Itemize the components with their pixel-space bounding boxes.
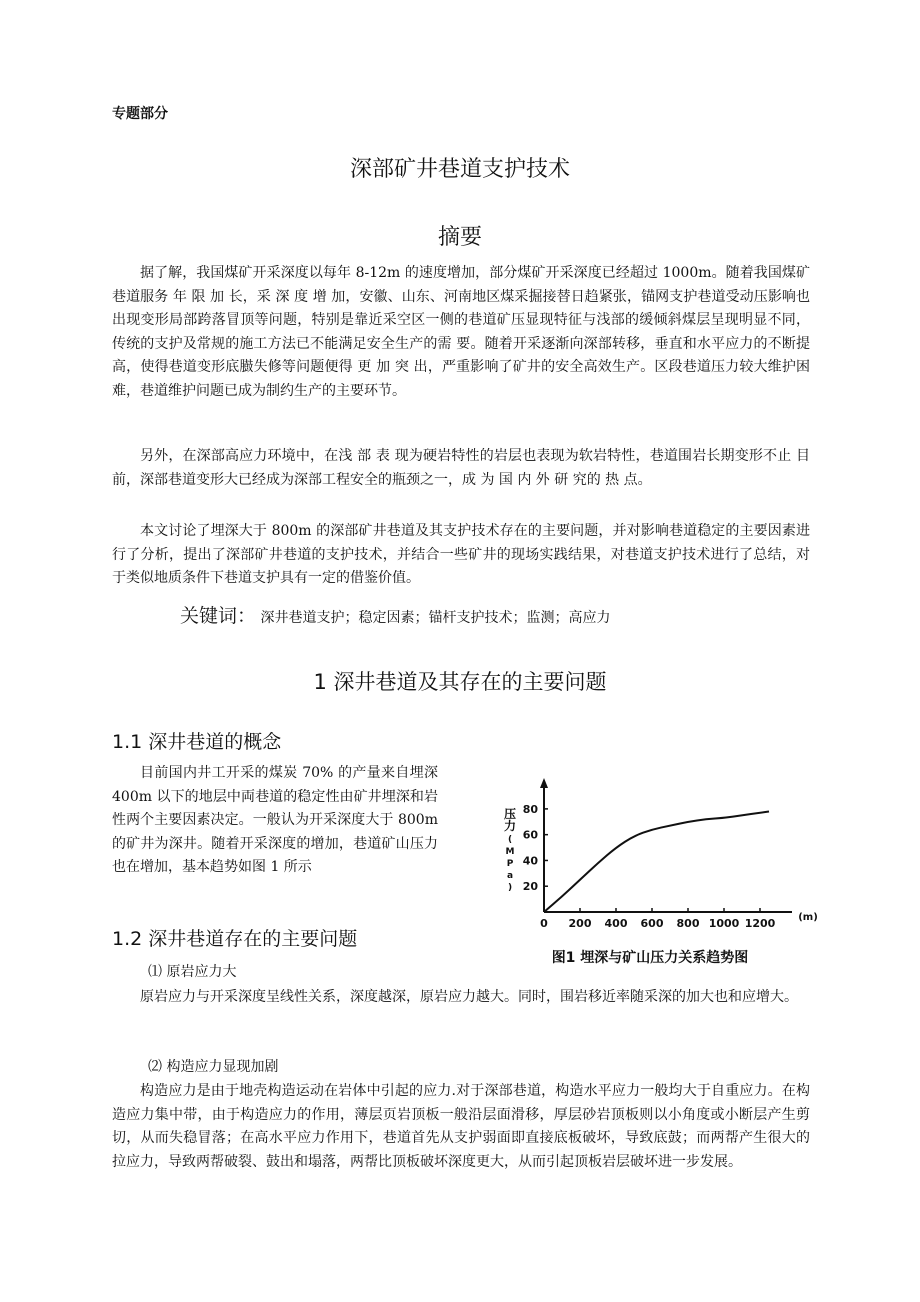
keywords-line (180, 601, 610, 628)
keywords-text: 深井巷道支护；稳定因素；锚杆支护技术；监测；高应力 (260, 610, 611, 626)
item-1-text: 原岩应力与开采深度呈线性关系，深度越深，原岩应力越大。同时，围岩移近率随采深的加大也和应增大。 (140, 989, 798, 1005)
y-tick-label: 20 (522, 880, 538, 894)
x-tick-label: 0 (540, 917, 548, 930)
y-axis-label-char: 力 (503, 819, 517, 833)
pressure-depth-chart (480, 770, 820, 970)
figure-caption: 图1 埋深与矿山压力关系趋势图 (551, 950, 749, 966)
x-tick-label: 400 (604, 917, 628, 930)
y-axis-arrow (540, 778, 548, 788)
item-2-text: 构造应力是由于地壳构造运动在岩体中引起的应力.对于深部巷道，构造水平应力一般均大于自重应力。在构造应力集中带，由于构造应力的作用，薄层页岩顶板一般沿层面滑移，厚层砂岩顶板则以小角度或小断层产生剪切，从而失稳冒落；在高水平应力作用下，巷道首先从支护弱面即直接底板破坏，导致底鼓；而两帮产生很大的拉应力，导致两帮破裂、鼓出和塌落，两帮比顶板破坏深度更大，从而引起顶板岩层破坏进一步发展。 (112, 1083, 810, 1170)
abstract-paragraph-1: 据了解，我国煤矿开采深度以每年 8-12m 的速度增加，部分煤矿开采深度已经超过 1000m。随着我国煤矿巷道服务 年 限 加 长，采 深 度 增 加，安徽、山东、河南地区煤采掘接替日趋紧张，锚网支护巷道受动压影响也出现变形局部跨落冒顶等问题，特别是靠近采空区一侧的巷道矿压显现特征与浅部的缓倾斜煤层呈现明显不同，传统的支护及常规的施工方法已不能满足安全生产的需 要。随着开采逐渐向深部转移，垂直和水平应力的不断提高，使得巷道变形底臌失修等问题便得 更 加 突 出，严重影响了矿井的安全高效生产。区段巷道压力较大维护困难，巷道维护问题已成为制约生产的主要环节。 (112, 265, 810, 399)
x-tick-label: 1000 (708, 917, 740, 930)
x-tick-label: 800 (676, 917, 700, 930)
x-tick-label: 200 (568, 917, 592, 930)
y-tick-label: 80 (522, 802, 538, 816)
item-1-label: ⑴ 原岩应力大 (148, 964, 237, 980)
subsection-1-1-text: 目前国内井工开采的煤炭 70% 的产量来自埋深 400m 以下的地层中両巷道的稳定性由矿井埋深和岩性两个主要因素决定。一般认为开采深度大于 800m 的矿井为深井。随着开采深度的增加，巷道矿山压力也在增加，基本趋势如图 1 所示 (112, 765, 438, 876)
y-axis-label-char: ) (507, 883, 513, 893)
section-label: 专题部分 (112, 106, 168, 122)
keywords-label: 关键词： (180, 605, 257, 627)
item-2-label: ⑵ 构造应力显现加剧 (148, 1059, 279, 1075)
pressure-series-line (544, 811, 769, 912)
x-axis-label: (m) (798, 912, 818, 923)
abstract-paragraph-2: 另外，在深部高应力环境中，在浅 部 表 现为硬岩特性的岩层也表现为软岩特性，巷道围岩长期变形不止 目前，深部巷道变形大已经成为深部工程安全的瓶颈之一，成 为 国 内 外 研 究的 热 点。 (112, 448, 810, 488)
x-tick-label: 1200 (744, 917, 776, 930)
x-tick-label: 600 (640, 917, 664, 930)
y-axis-label-char: a (506, 871, 514, 881)
abstract-title: 摘要 (437, 225, 482, 250)
figure-1 (480, 770, 820, 970)
section-1-heading: 1 深井巷道及其存在的主要问题 (313, 670, 607, 694)
y-axis-label-char: P (506, 859, 514, 869)
subsection-1-2-heading: 1.2 深井巷道存在的主要问题 (112, 928, 358, 950)
y-axis-label-char: M (505, 847, 515, 857)
y-axis-label-char: ( (507, 835, 513, 845)
subsection-1-1-heading: 1.1 深井巷道的概念 (112, 731, 282, 753)
y-tick-label: 40 (522, 854, 538, 868)
abstract-paragraph-3: 本文讨论了埋深大于 800m 的深部矿井巷道及其支护技术存在的主要问题，并对影响巷道稳定的主要因素进行了分析，提出了深部矿井巷道的支护技术，并结合一些矿井的现场实践结果，对巷道支护技术进行了总结，对于类似地质条件下巷道支护具有一定的借鉴价值。 (112, 523, 810, 587)
y-axis-label-char: 压 (503, 807, 517, 821)
y-tick-label: 60 (522, 828, 538, 842)
document-title: 深部矿井巷道支护技术 (349, 157, 570, 182)
